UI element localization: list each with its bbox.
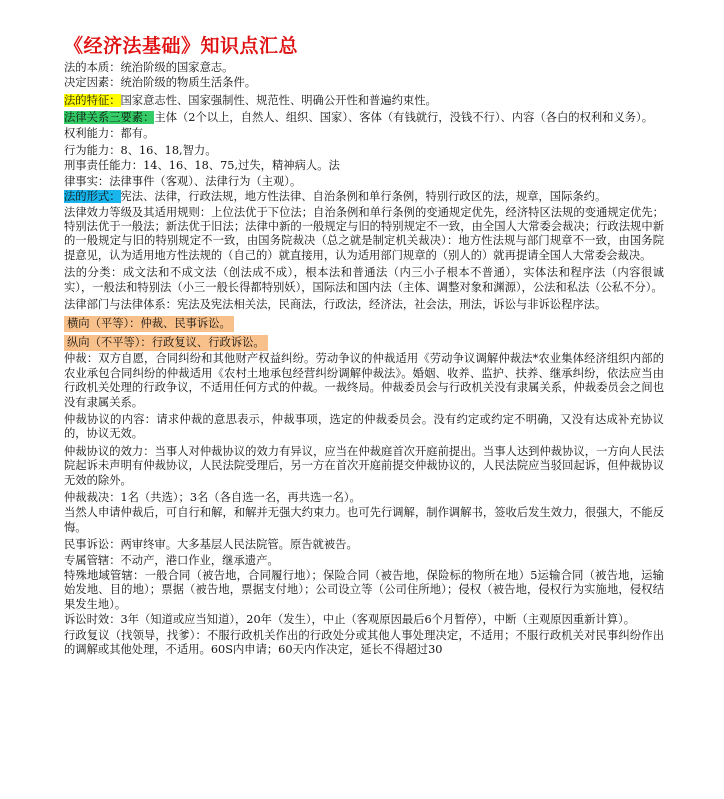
highlight-band (64, 316, 234, 332)
line-text: 请求仲裁的意思表示，仲裁事项，选定的仲裁委员会。没有约定或约定不明确，又没有达成补充协议的，协议无效。 (64, 412, 664, 441)
line-label: 法律效力等级及其适用规则： (64, 205, 212, 219)
line-text: 成文法和不成文法（创法成不成），根本法和普通法（内三小子根本不普通），实体法和程序法（内容很诚实），一般法和特别法（小三一般长得都特别妖），国际法和国内法（主体、调整对象和渊源），公法和私法（公私不分）。 (64, 266, 664, 294)
line-label: 民事诉讼： (64, 538, 121, 552)
line-determinant (64, 76, 664, 90)
line-special-jurisdiction (64, 569, 664, 612)
line-label: 横向（平等）： (67, 316, 141, 330)
line-label: 仲裁： (64, 352, 99, 366)
line-text: 14、16、18、75,过失，精神病人。法 (143, 159, 340, 173)
line-text: 不动产，港口作业，继承遗产。 (120, 553, 279, 567)
line-mediation (64, 506, 664, 535)
line-relation-elements (64, 111, 664, 125)
line-rights-capacity (64, 127, 664, 141)
page-title: 《经济法基础》知识点汇总 (64, 35, 299, 57)
highlight-label: 法律关系三要素： (64, 111, 155, 125)
line-features (64, 94, 664, 108)
line-text: 上位法优于下位法；自治条例和单行条例的变通规定优先，经济特区法规的变通规定优先；特别法优于一般法；新法优于旧法；法律中新的一般规定与旧的特别规定不一致，由全国人大常委会裁决；行政法规中新的一般规定与旧的特别规定不一致，由国务院裁决（总之就是制定机关裁决）：地方性法规与部门规章不一致，由国务院提意见，认为适用地方性法规的（自己的）就直接用，认为适用部门规章的（别人的）就再提请全国人大常委会裁决。 (64, 205, 664, 262)
line-civil-litigation (64, 538, 664, 552)
line-arbitration-award (64, 491, 664, 505)
line-exclusive-jurisdiction (64, 554, 664, 568)
highlight-label: 法的特征： (64, 93, 121, 107)
line-label: 行政复议（找领导，找爹）： (64, 628, 207, 642)
line-text: 3年（知道或应当知道），20年（发生），中止（客观原因最后6个月暂停），中断（主观原因重新计算）。 (120, 613, 636, 627)
line-text: 当然人申请仲裁后，可自行和解，和解并无强大约束力。也可先行调解，制作调解书，签收后发生效力，很强大，不能反悔。 (64, 506, 664, 534)
line-arbitration (64, 352, 664, 410)
line-label: 法的本质： (64, 61, 121, 74)
line-text: 都有。 (120, 126, 155, 140)
line-act-capacity (64, 144, 664, 158)
line-label: 特殊地域管辖： (64, 569, 145, 582)
line-essence (64, 61, 664, 75)
document-page (64, 34, 664, 658)
highlight-band (64, 335, 268, 351)
line-text: 不服行政机关作出的行政处分或其他人事处理决定，不适用；不服行政机关对民事纠纷作出的调解或其他处理，不适用。60S内申请；60天内作决定，延长不得超过30 (64, 628, 664, 657)
line-text: 主体（2个以上，自然人、组织、国家）、客体（有钱就行，没钱不行）、内容（各白的权利和义务）。 (154, 111, 653, 125)
line-legal-facts (64, 175, 664, 189)
line-law-departments (64, 298, 664, 312)
line-admin-review (64, 629, 664, 658)
line-text: 当事人对仲裁协议的效力有异议，应当在仲裁庭首次开庭前提出。当事人达到仲裁协议，一方向人民法院起诉未声明有仲裁协议，人民法院受理后，另一方在首次开庭前提交仲裁协议的，人民法院应当驳回起诉，但仲裁协议无效的除外。 (64, 444, 664, 487)
line-label: 仲裁裁决： (64, 490, 121, 504)
line-label: 专属管辖： (64, 553, 121, 567)
line-arbitration-content (64, 413, 664, 442)
line-text: 宪法、法律，行政法规，地方性法律、自治条例和单行条例，特别行政区的法，规章，国际条约。 (120, 190, 607, 204)
line-label: 法的分类： (64, 266, 123, 280)
line-text: 国家意志性、国家强制性、规范性、明确公开性和普遍约束性。 (120, 93, 437, 107)
line-text: 宪法及宪法相关法，民商法，行政法，经济法，社会法，刑法，诉讼与非诉讼程序法。 (176, 298, 607, 312)
line-label: 权利能力： (64, 126, 121, 140)
line-horizontal (64, 316, 664, 332)
line-limitation (64, 613, 664, 627)
line-text: 1名（共选）；3名（各自选一名，再共选一名）。 (120, 490, 361, 504)
line-text: 统治阶级的国家意志。 (120, 61, 234, 74)
line-text: 一般合同（被告地，合同履行地）；保险合同（被告地，保险标的物所在地）5运输合同（被告地，运输始发地、目的地）；票据（被告地，票据支付地）；公司设立等（公司住所地）；侵权（被告地，侵权行为实施地，侵权结果发生地）。 (64, 569, 664, 611)
line-text: 仲裁、民事诉讼。 (140, 316, 231, 330)
line-text: 双方自愿，合同纠纷和其他财产权益纠纷。劳动争议的仲裁适用《劳动争议调解仲裁法*农业集体经济组织内部的农业承包合同纠纷的仲裁适用《农村土地承包经营纠纷调解仲裁法》。婚姻、收养、监护、扶养、继承纠纷，依法应当由行政机关处理的行政争议，不适用任何方式的仲裁。一裁终局。仲裁委员会与行政机关没有隶属关系，仲裁委员会之间也没有隶属关系。 (64, 352, 664, 409)
line-classification (64, 266, 664, 295)
line-text: 8、16、18,智力。 (120, 144, 217, 158)
line-label: 法律部门与法律体系： (64, 298, 177, 312)
line-label: 仲裁协议的内容： (64, 412, 157, 426)
line-label: 诉讼时效： (64, 613, 121, 627)
line-label: 仲裁协议的效力： (64, 444, 155, 458)
line-text: 两审终审。大多基层人民法院管。原告就被告。 (120, 538, 358, 552)
line-label: 行为能力： (64, 144, 121, 158)
line-label: 纵向（不平等）： (67, 335, 152, 349)
line-label: 决定因素： (64, 76, 121, 90)
line-law-forms (64, 190, 664, 204)
line-effect-levels (64, 206, 664, 264)
line-label: 律事实： (64, 174, 110, 188)
line-text: 法律事件（客观）、法律行为（主观）。 (109, 174, 302, 188)
line-criminal-capacity (64, 159, 664, 173)
line-text: 统治阶级的物质生活条件。 (120, 76, 257, 90)
line-text: 行政复议、行政诉讼。 (151, 335, 265, 349)
line-arbitration-effect (64, 445, 664, 488)
line-vertical (64, 335, 664, 351)
line-label: 刑事责任能力： (64, 159, 144, 173)
highlight-label: 法的形式： (64, 190, 121, 204)
